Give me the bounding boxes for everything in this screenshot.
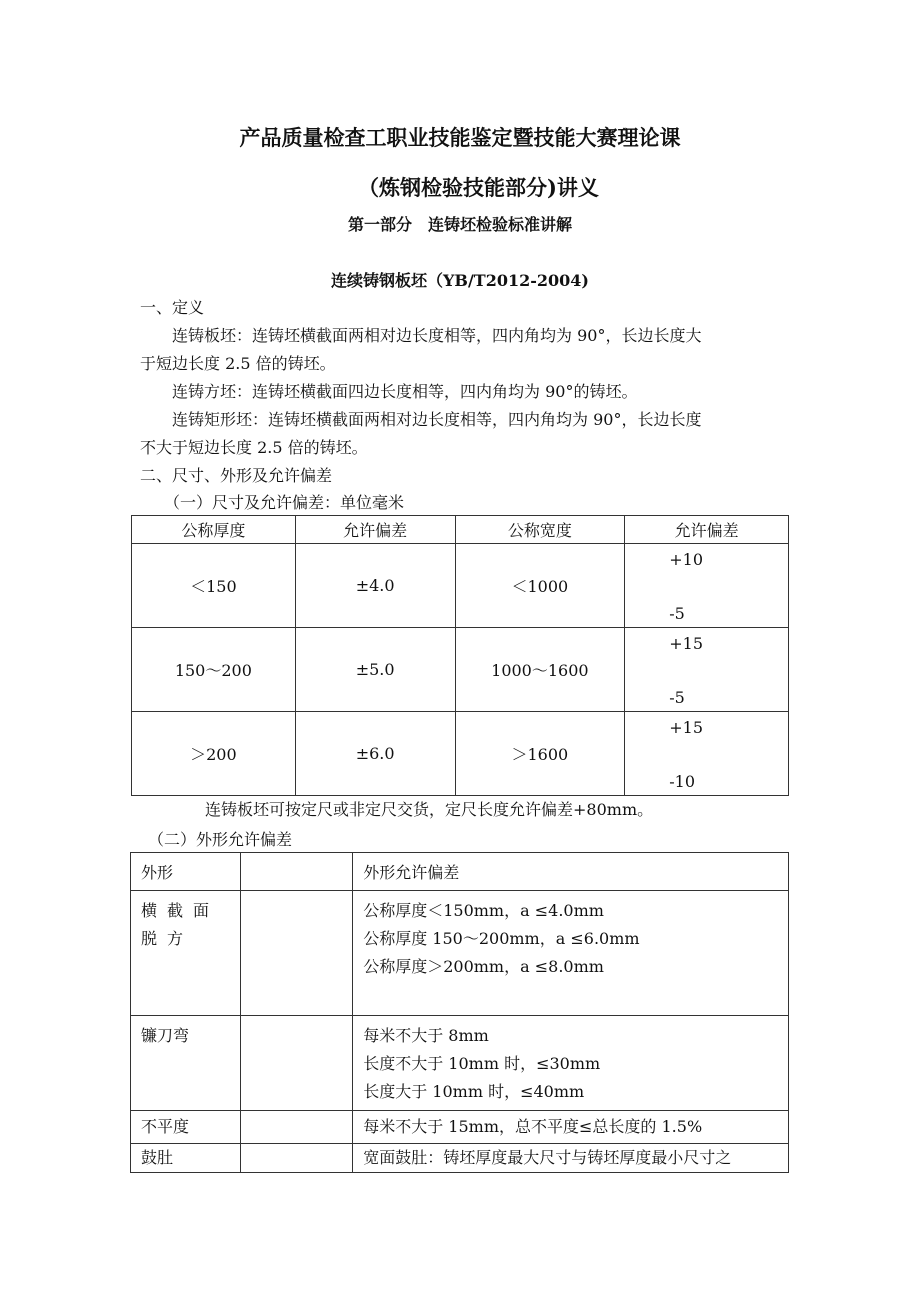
part-heading: 第一部分 连铸坯检验标准讲解	[347, 215, 572, 234]
tolerance-plus: +15	[669, 718, 704, 737]
header-cell: 外形	[131, 853, 241, 891]
section2-heading: 二、尺寸、外形及允许偏差	[140, 466, 333, 485]
thickness-tolerance-cell: ±6.0	[295, 712, 455, 796]
tolerance-minus: -5	[669, 604, 685, 623]
tolerance-cell	[353, 1016, 789, 1111]
table-row	[131, 891, 789, 1016]
shape-cell: 不平度	[131, 1111, 241, 1144]
header-cell: 允许偏差	[295, 516, 455, 544]
def2: 连铸方坯：连铸坯横截面四边长度相等，四内角均为 90°的铸坯。	[172, 382, 638, 401]
table-header-row	[132, 516, 789, 544]
tolerance-line: 公称厚度＞200mm，a ≤8.0mm	[363, 957, 604, 976]
tolerance-line: 长度大于 10mm 时，≤40mm	[363, 1082, 585, 1101]
header-cell	[240, 853, 353, 891]
shape-cell: 鼓肚	[131, 1144, 241, 1173]
shape-cell: 横截面脱方	[131, 891, 241, 1016]
thickness-cell: 150～200	[132, 628, 296, 712]
empty-cell	[240, 1016, 353, 1111]
table-header-row	[131, 853, 789, 891]
width-cell: ＜1000	[455, 544, 625, 628]
subsection2-heading: （二）外形允许偏差	[148, 830, 293, 849]
table-row	[132, 712, 789, 796]
tolerance-plus: +10	[669, 550, 704, 569]
shape-cell: 镰刀弯	[131, 1016, 241, 1111]
width-cell: 1000～1600	[455, 628, 625, 712]
header-cell: 公称厚度	[132, 516, 296, 544]
width-tolerance-cell	[625, 628, 789, 712]
subsection1-heading: （一）尺寸及允许偏差：单位毫米	[164, 493, 405, 512]
tolerance-line: 宽面鼓肚：铸坯厚度最大尺寸与铸坯厚度最小尺寸之	[363, 1148, 732, 1167]
width-cell: ＞1600	[455, 712, 625, 796]
width-tolerance-cell	[625, 544, 789, 628]
dimension-tolerance-table	[131, 515, 789, 796]
tolerance-minus: -5	[669, 688, 685, 707]
tolerance-plus: +15	[669, 634, 704, 653]
tolerance-line: 长度不大于 10mm 时，≤30mm	[363, 1054, 601, 1073]
table-row	[132, 628, 789, 712]
width-tolerance-cell	[625, 712, 789, 796]
empty-cell	[240, 1144, 353, 1173]
thickness-cell: ＞200	[132, 712, 296, 796]
empty-cell	[240, 891, 353, 1016]
tolerance-cell	[353, 1144, 789, 1173]
standard-heading: 连续铸钢板坯（YB/T2012-2004)	[331, 271, 589, 290]
tolerance-line: 每米不大于 8mm	[363, 1026, 489, 1045]
thickness-cell: ＜150	[132, 544, 296, 628]
header-cell: 公称宽度	[455, 516, 625, 544]
def3-line1: 连铸矩形坯：连铸坯横截面两相对边长度相等，四内角均为 90°，长边长度	[172, 410, 702, 429]
thickness-tolerance-cell: ±4.0	[295, 544, 455, 628]
def1-line1: 连铸板坯：连铸坯横截面两相对边长度相等，四内角均为 90°，长边长度大	[172, 326, 702, 345]
empty-cell	[240, 1111, 353, 1144]
table-row	[131, 1016, 789, 1111]
tolerance-cell	[353, 891, 789, 1016]
document-title: 产品质量检查工职业技能鉴定暨技能大赛理论课	[239, 125, 681, 150]
document-subtitle: （炼钢检验技能部分)讲义	[358, 175, 599, 200]
table-row	[131, 1144, 789, 1173]
length-tolerance-note: 连铸板坯可按定尺或非定尺交货，定尺长度允许偏差+80mm。	[205, 800, 654, 819]
tolerance-line: 公称厚度＜150mm，a ≤4.0mm	[363, 901, 604, 920]
section1-heading: 一、定义	[140, 298, 205, 317]
tolerance-line: 公称厚度 150～200mm，a ≤6.0mm	[363, 929, 640, 948]
tolerance-line: 每米不大于 15mm，总不平度≤总长度的 1.5%	[363, 1117, 703, 1136]
def3-line2: 不大于短边长度 2.5 倍的铸坯。	[140, 438, 368, 457]
tolerance-minus: -10	[669, 772, 696, 791]
table-row	[132, 544, 789, 628]
thickness-tolerance-cell: ±5.0	[295, 628, 455, 712]
header-cell: 允许偏差	[625, 516, 789, 544]
table-row	[131, 1111, 789, 1144]
tolerance-cell	[353, 1111, 789, 1144]
def1-line2: 于短边长度 2.5 倍的铸坯。	[140, 354, 336, 373]
header-cell: 外形允许偏差	[353, 853, 789, 891]
shape-tolerance-table	[130, 852, 789, 1173]
